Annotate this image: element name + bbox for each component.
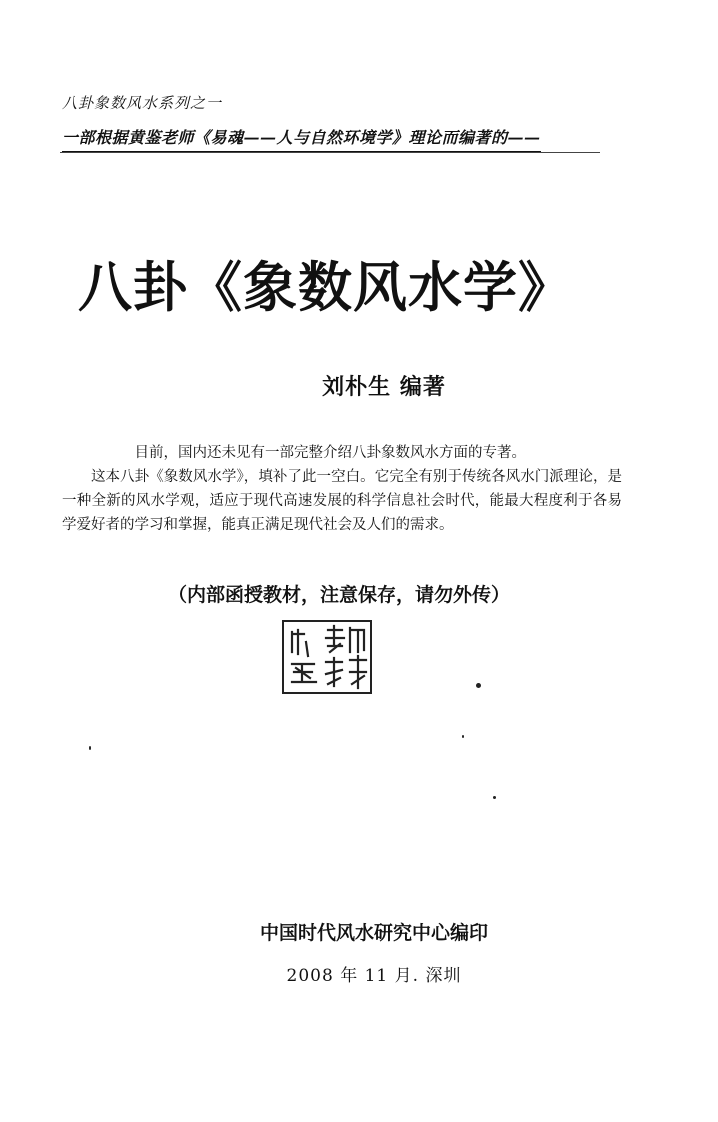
seal-glyph-icon xyxy=(284,622,370,692)
basis-line: 一部根据黄鉴老师《易魂——人与自然环境学》理论而编著的—— xyxy=(62,125,541,152)
book-title: 八卦《象数风水学》 xyxy=(78,256,573,319)
scan-speck xyxy=(476,683,481,688)
series-label: 八卦象数风水系列之一 xyxy=(62,94,223,112)
intro-text xyxy=(62,441,622,537)
scan-speck xyxy=(462,735,464,738)
intro-paragraph-2: 这本八卦《象数风水学》，填补了此一空白。它完全有别于传统各风水门派理论，是一种全新的风水学观，适应于现代高速发展的科学信息社会时代，能最大程度利于各易学爱好者的学习和掌握，能真正满足现代社会及人们的需求。 xyxy=(62,469,622,533)
scan-speck xyxy=(89,746,91,750)
intro-paragraph-1: 目前，国内还未见有一部完整介绍八卦象数风水方面的专著。 xyxy=(134,445,526,461)
publisher-line: 中国时代风水研究中心编印 xyxy=(259,922,488,944)
author-seal-stamp-icon xyxy=(282,620,372,694)
divider-rule xyxy=(60,152,600,153)
internal-use-notice: （内部函授教材，注意保存，请勿外传） xyxy=(167,584,510,606)
scan-speck xyxy=(493,796,496,799)
date-place-line: 2008 年 11 月. 深圳 xyxy=(286,966,462,986)
author-line: 刘朴生 编著 xyxy=(322,374,446,400)
